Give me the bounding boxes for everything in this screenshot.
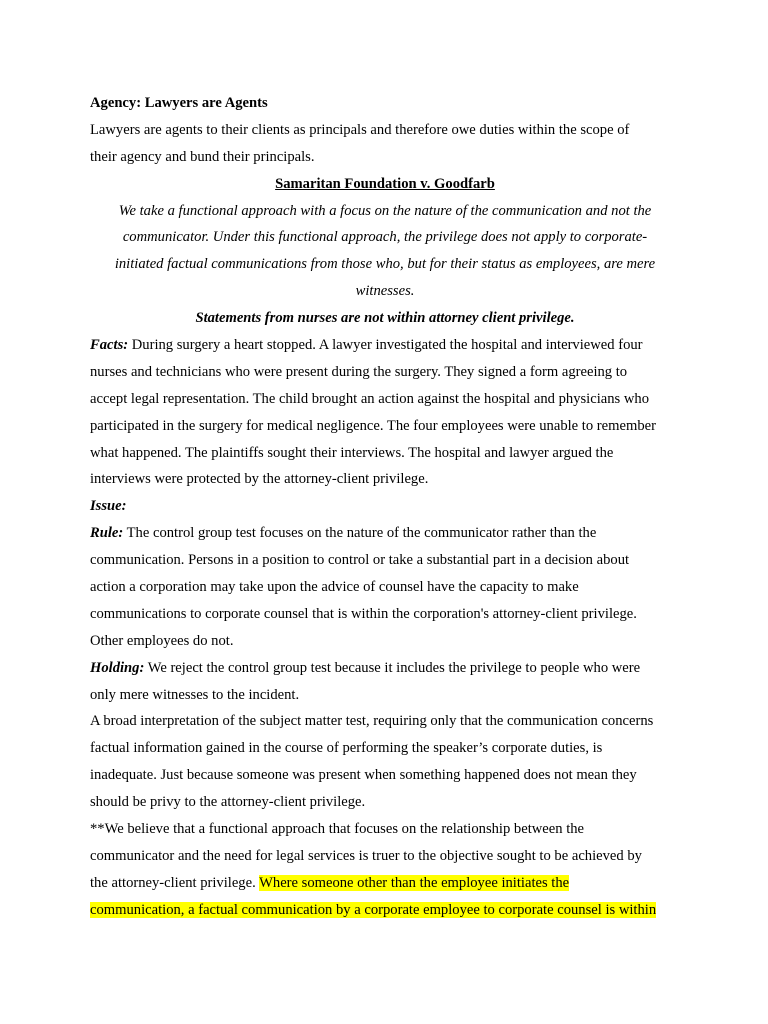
- highlighted-text: communication, a factual communication by a corporate employee to corporate counsel is within: [90, 901, 657, 918]
- facts-paragraph: [90, 332, 680, 493]
- paragraph-line: communication. Persons in a position to control or take a substantial part in a decision about: [90, 552, 630, 569]
- section-heading: Agency: Lawyers are Agents: [90, 95, 268, 111]
- paragraph-line: [90, 520, 680, 547]
- paragraph-line: Other employees do not.: [90, 632, 234, 649]
- highlighted-text: Where someone other than the employee initiates the: [259, 874, 570, 891]
- paragraph-line: participated in the surgery for medical negligence. The four employees were unable to remember: [90, 417, 656, 434]
- paragraph-line: action a corporation may take upon the advice of counsel have the capacity to make: [90, 579, 579, 596]
- facts-label: Facts:: [90, 337, 129, 354]
- rule-paragraph: [90, 520, 680, 654]
- paragraph-line: factual information gained in the course of performing the speaker’s corporate duties, is: [90, 740, 603, 757]
- paragraph-line: Lawyers are agents to their clients as principals and therefore owe duties within the scope of: [90, 121, 630, 138]
- facts-text: During surgery a heart stopped. A lawyer investigated the hospital and interviewed four: [128, 337, 643, 354]
- paragraph-line: [90, 897, 680, 924]
- quote-line: witnesses.: [355, 283, 415, 300]
- paragraph-line: interviews were protected by the attorney-client privilege.: [90, 471, 429, 488]
- paragraph-line: what happened. The plaintiffs sought their interviews. The hospital and lawyer argued the: [90, 444, 614, 461]
- holding-paragraph: [90, 655, 680, 709]
- paragraph-line: communicator and the need for legal services is truer to the objective sought to be achieved by: [90, 847, 642, 864]
- holding-text: We reject the control group test because it includes the privilege to people who were: [144, 659, 641, 676]
- paragraph-line: accept legal representation. The child brought an action against the hospital and physicians who: [90, 390, 649, 407]
- paragraph-line: communications to corporate counsel that is within the corporation's attorney-client privilege.: [90, 605, 637, 622]
- document-page: [90, 90, 680, 924]
- paragraph-line: A broad interpretation of the subject matter test, requiring only that the communication concerns: [90, 713, 654, 730]
- paragraph-line: [90, 870, 680, 897]
- paragraph-line: inadequate. Just because someone was present when something happened does not mean they: [90, 767, 637, 784]
- paragraph-line: [90, 655, 680, 682]
- paragraph-line: should be privy to the attorney-client privilege.: [90, 794, 366, 811]
- intro-paragraph: [90, 117, 680, 171]
- paragraph-line: their agency and bund their principals.: [90, 148, 315, 165]
- quote-line: initiated factual communications from those who, but for their status as employees, are mere: [114, 256, 656, 273]
- rule-text: The control group test focuses on the nature of the communicator rather than the: [123, 525, 597, 542]
- paragraph-line: [90, 332, 680, 359]
- quote-line: communicator. Under this functional approach, the privilege does not apply to corporate-: [122, 229, 648, 246]
- case-summary: Statements from nurses are not within attorney client privilege.: [195, 310, 575, 327]
- broad-interpretation-paragraph: [90, 708, 680, 816]
- functional-approach-paragraph: [90, 816, 680, 924]
- case-title-text: Samaritan Foundation v. Goodfarb: [275, 175, 495, 192]
- issue-label: Issue:: [90, 498, 127, 515]
- paragraph-line: only mere witnesses to the incident.: [90, 686, 300, 703]
- rule-label: Rule:: [90, 525, 124, 542]
- case-title: [90, 171, 680, 198]
- paragraph-line: **We believe that a functional approach that focuses on the relationship between the: [90, 821, 585, 838]
- paragraph-line: nurses and technicians who were present during the surgery. They signed a form agreeing to: [90, 363, 628, 380]
- quote-line: We take a functional approach with a focus on the nature of the communication and not the: [118, 202, 652, 219]
- quote-block: [90, 198, 680, 306]
- plain-text: the attorney-client privilege.: [90, 874, 260, 891]
- holding-label: Holding:: [90, 659, 145, 676]
